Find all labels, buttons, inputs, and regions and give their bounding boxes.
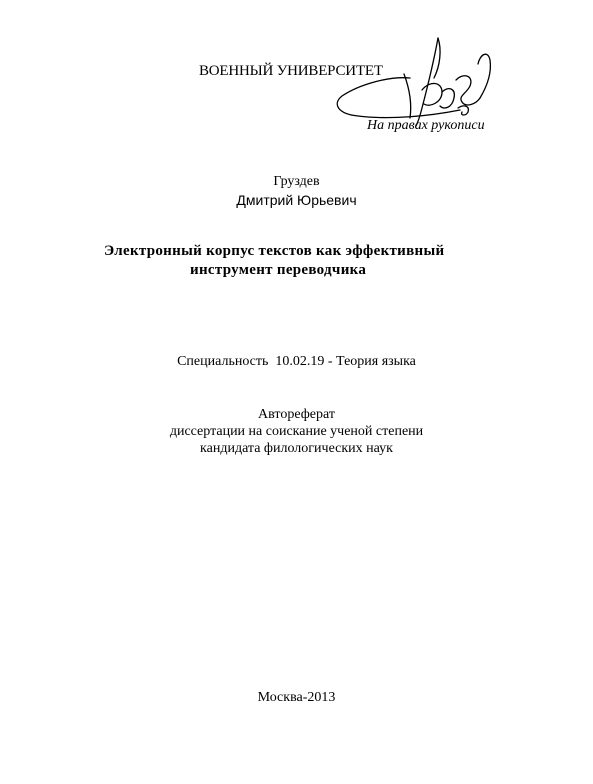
city-year: Москва-2013 [257,690,336,705]
dissertation-title-line-2: инструмент переводчика [190,262,367,278]
dissertation-title-line-1: Электронный корпус текстов как эффективный [104,243,445,259]
university-name: ВОЕННЫЙ УНИВЕРСИТЕТ [199,63,383,79]
abstract-field-line: кандидата филологических наук [200,441,393,456]
manuscript-rights-note: На правах рукописи [367,118,485,133]
author-surname: Груздев [273,174,320,189]
author-given-names: Дмитрий Юрьевич [236,192,357,208]
abstract-degree-line: диссертации на соискание ученой степени [169,424,424,439]
specialty-line: Специальность 10.02.19 - Теория языка [177,354,416,369]
abstract-label: Автореферат [258,407,335,422]
